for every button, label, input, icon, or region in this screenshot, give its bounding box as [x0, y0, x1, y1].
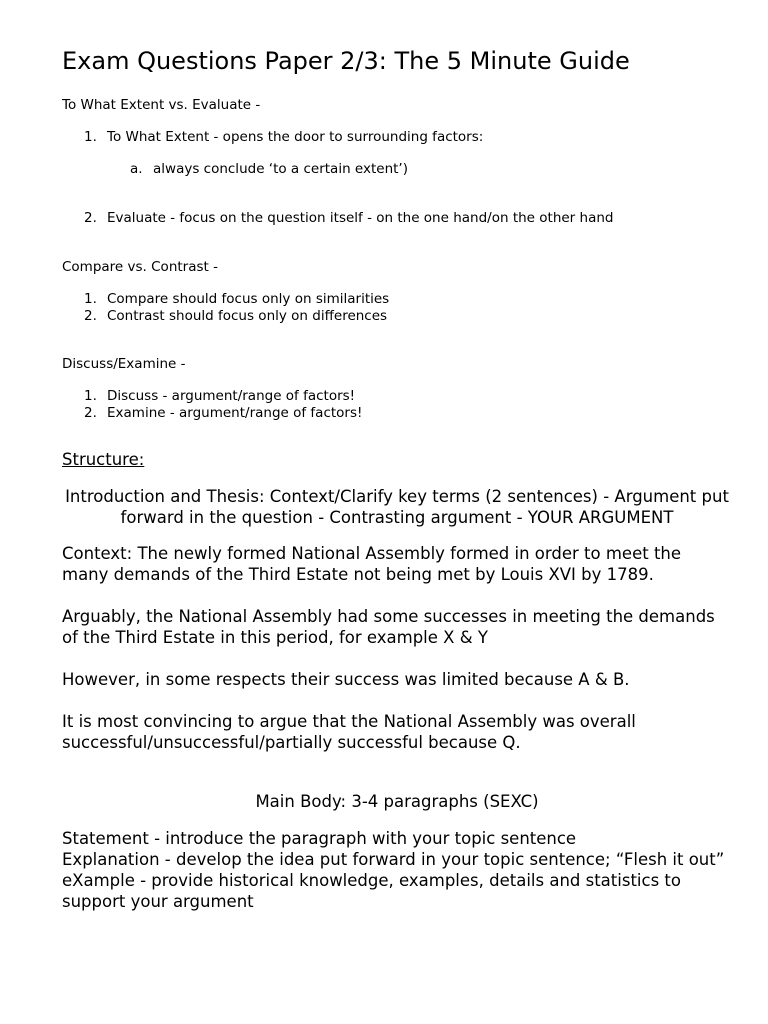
intro-thesis-heading: Introduction and Thesis: Context/Clarify key terms (2 sentences) - Argument put forward in the question - Contrasting argument - YOUR ARGUMENT — [65, 487, 729, 527]
list-discuss-examine — [62, 388, 732, 422]
sexc-example: eXample - provide historical knowledge, examples, details and statistics to support your argument — [62, 871, 681, 911]
intro-paragraph-arguably: Arguably, the National Assembly had some successes in meeting the demands of the Third Estate in this period, for example X & Y — [62, 607, 715, 647]
document-page — [62, 44, 732, 912]
list-number: 2. — [84, 308, 97, 324]
list-item-text: To What Extent - opens the door to surrounding factors: — [107, 129, 484, 145]
list-number: 1. — [84, 388, 97, 404]
section-heading-compare-contrast: Compare vs. Contrast - — [62, 259, 218, 275]
sub-list-letter: a. — [130, 161, 143, 177]
list-item-text: Examine - argument/range of factors! — [107, 405, 363, 421]
main-body-heading: Main Body: 3-4 paragraphs (SEXC) — [255, 792, 539, 811]
list-extent-evaluate-continued — [62, 210, 732, 227]
intro-paragraph-however: However, in some respects their success was limited because A & B. — [62, 670, 630, 689]
intro-paragraph-context: Context: The newly formed National Assembly formed in order to meet the many demands of the Third Estate not being met by Louis XVI by 1789. — [62, 544, 682, 584]
list-number: 1. — [84, 129, 97, 145]
section-heading-discuss-examine: Discuss/Examine - — [62, 356, 186, 372]
list-item — [62, 308, 732, 325]
list-number: 2. — [84, 210, 97, 226]
list-item — [62, 388, 732, 405]
document-title: Exam Questions Paper 2/3: The 5 Minute Guide — [62, 47, 630, 75]
intro-paragraph-convincing: It is most convincing to argue that the National Assembly was overall successful/unsuccessful/partially successful because Q. — [62, 712, 636, 752]
list-item-text: Compare should focus only on similarities — [107, 291, 390, 307]
section-heading-extent-evaluate: To What Extent vs. Evaluate - — [62, 97, 261, 113]
list-item — [62, 210, 732, 227]
list-item-text: Contrast should focus only on differences — [107, 308, 388, 324]
list-item — [62, 129, 732, 146]
list-item-text: Discuss - argument/range of factors! — [107, 388, 356, 404]
list-number: 1. — [84, 291, 97, 307]
list-extent-evaluate — [62, 129, 732, 146]
sub-list-item-text: always conclude ‘to a certain extent’) — [153, 161, 408, 177]
sexc-statement: Statement - introduce the paragraph with your topic sentence — [62, 829, 577, 848]
sub-list-item — [62, 161, 732, 178]
list-item — [62, 291, 732, 308]
list-item-text: Evaluate - focus on the question itself - on the one hand/on the other hand — [107, 210, 614, 226]
sexc-explanation: Explanation - develop the idea put forward in your topic sentence; “Flesh it out” — [62, 850, 725, 869]
list-compare-contrast — [62, 291, 732, 325]
structure-heading: Structure: — [62, 450, 145, 469]
list-number: 2. — [84, 405, 97, 421]
list-item — [62, 405, 732, 422]
